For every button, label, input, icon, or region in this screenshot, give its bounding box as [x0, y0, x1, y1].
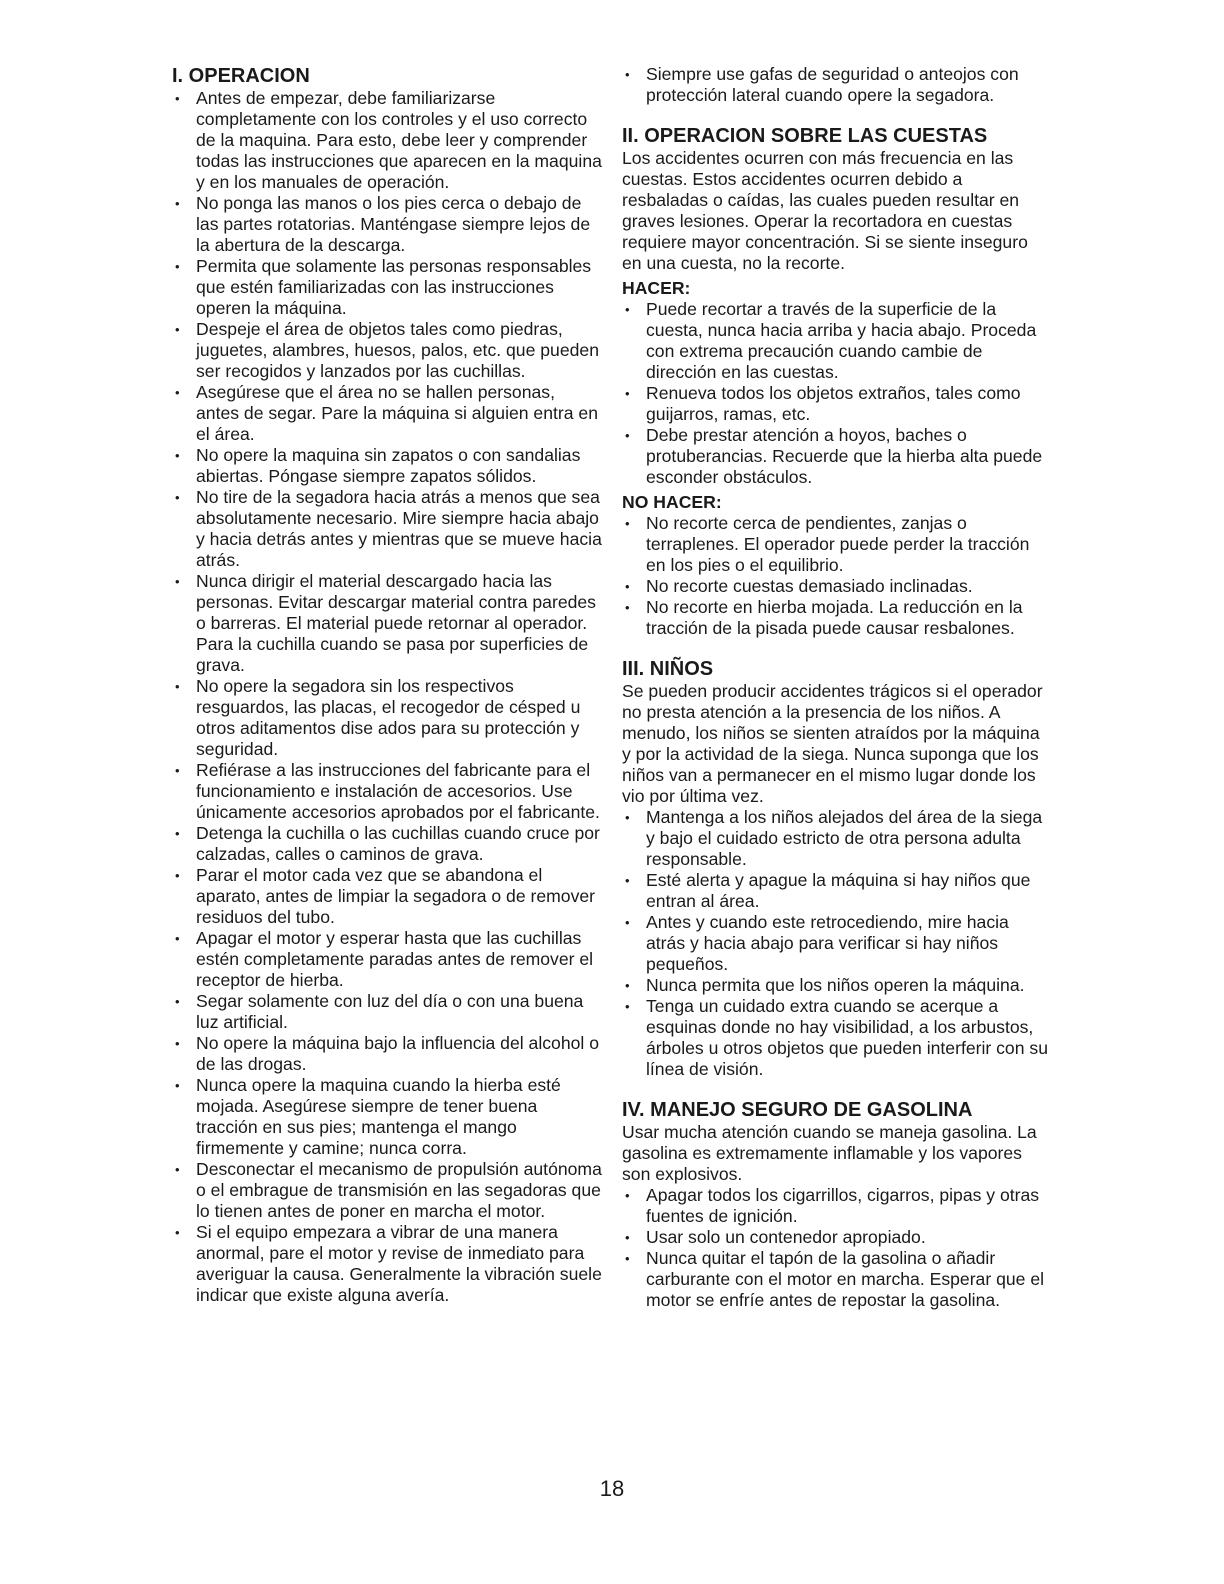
list-item: • Nunca dirigir el material descargado hacia las personas. Evitar descargar material contra paredes o barreras. El material puede retornar al operador. Para la cuchilla cuando se pasa por superficies de grava.	[172, 571, 602, 676]
list-item: • No ponga las manos o los pies cerca o debajo de las partes rotatorias. Manténgase siempre lejos de la abertura de la descarga.	[172, 193, 602, 256]
list-item: • Antes de empezar, debe familiarizarse completamente con los controles y el uso correcto de la maquina. Para esto, debe leer y comprender todas las instrucciones que aparecen en la maquina y en los manuales de operación.	[172, 88, 602, 193]
list-item: • Parar el motor cada vez que se abandona el aparato, antes de limpiar la segadora o de remover residuos del tubo.	[172, 865, 602, 928]
list-item: • Segar solamente con luz del día o con una buena luz artificial.	[172, 991, 602, 1033]
list-item: • No recorte en hierba mojada. La reducción en la tracción de la pisada puede causar resbalones.	[622, 597, 1052, 639]
list-item: • Nunca permita que los niños operen la máquina.	[622, 975, 1052, 996]
ninos-intro: Se pueden producir accidentes trágicos si el operador no presta atención a la presencia de los niños. A menudo, los niños se sienten atraídos por la máquina y por la actividad de la siega. Nunca suponga que los niños van a permanecer en el mismo lugar donde los vio por última vez.	[622, 681, 1043, 806]
section-heading-gasolina: IV. MANEJO SEGURO DE GASOLINA	[622, 1099, 973, 1121]
hacer-heading: HACER:	[622, 278, 691, 298]
gasolina-list	[622, 1185, 1052, 1311]
list-item: • Debe prestar atención a hoyos, baches o protuberancias. Recuerde que la hierba alta puede esconder obstáculos.	[622, 425, 1052, 488]
list-item: • Detenga la cuchilla o las cuchillas cuando cruce por calzadas, calles o caminos de grava.	[172, 823, 602, 865]
gafas-list	[622, 64, 1052, 106]
list-item: • Apagar el motor y esperar hasta que las cuchillas estén completamente paradas antes de remover el receptor de hierba.	[172, 928, 602, 991]
ninos-list	[622, 807, 1052, 1080]
left-column	[172, 64, 602, 1306]
list-item: • Usar solo un contenedor apropiado.	[622, 1227, 1052, 1248]
list-item: • No recorte cerca de pendientes, zanjas o terraplenes. El operador puede perder la tracción en los pies o el equilibrio.	[622, 513, 1052, 576]
list-item: • No opere la segadora sin los respectivos resguardos, las placas, el recogedor de césped u otros aditamentos dise ados para su protección y seguridad.	[172, 676, 602, 760]
list-item: • Despeje el área de objetos tales como piedras, juguetes, alambres, huesos, palos, etc. que pueden ser recogidos y lanzados por las cuchillas.	[172, 319, 602, 382]
section-heading-cuestas: II. OPERACION SOBRE LAS CUESTAS	[622, 125, 988, 147]
list-item: • Nunca opere la maquina cuando la hierba esté mojada. Asegúrese siempre de tener buena tracción en sus pies; mantenga el mango firmemente y camine; nunca corra.	[172, 1075, 602, 1159]
page-number: 18	[599, 1476, 625, 1501]
list-item: • Nunca quitar el tapón de la gasolina o añadir carburante con el motor en marcha. Esperar que el motor se enfríe antes de repostar la gasolina.	[622, 1248, 1052, 1311]
list-item: • Apagar todos los cigarrillos, cigarros, pipas y otras fuentes de ignición.	[622, 1185, 1052, 1227]
no-hacer-heading: NO HACER:	[622, 492, 722, 512]
list-item: • Puede recortar a través de la superficie de la cuesta, nunca hacia arriba y hacia abajo. Proceda con extrema precaución cuando cambie de dirección en las cuestas.	[622, 299, 1052, 383]
list-item: • Antes y cuando este retrocediendo, mire hacia atrás y hacia abajo para verificar si hay niños pequeños.	[622, 912, 1052, 975]
list-item: • Si el equipo empezara a vibrar de una manera anormal, pare el motor y revise de inmediato para averiguar la causa. Generalmente la vibración suele indicar que existe alguna avería.	[172, 1222, 602, 1306]
list-item: • Refiérase a las instrucciones del fabricante para el funcionamiento e instalación de accesorios. Use únicamente accesorios aprobados por el fabricante.	[172, 760, 602, 823]
list-item: • No opere la máquina bajo la influencia del alcohol o de las drogas.	[172, 1033, 602, 1075]
list-item: • Renueva todos los objetos extraños, tales como guijarros, ramas, etc.	[622, 383, 1052, 425]
list-item: • Desconectar el mecanismo de propulsión autónoma o el embrague de transmisión en las segadoras que lo tienen antes de poner en marcha el motor.	[172, 1159, 602, 1222]
list-item: • Tenga un cuidado extra cuando se acerque a esquinas donde no hay visibilidad, a los arbustos, árboles u otros objetos que pueden interferir con su línea de visión.	[622, 996, 1052, 1080]
section-heading-operacion: I. OPERACION	[172, 65, 310, 87]
hacer-list	[622, 299, 1052, 488]
list-item: • No opere la maquina sin zapatos o con sandalias abiertas. Póngase siempre zapatos sólidos.	[172, 445, 602, 487]
right-column	[622, 64, 1052, 1311]
gasolina-intro: Usar mucha atención cuando se maneja gasolina. La gasolina es extremamente inflamable y los vapores son explosivos.	[622, 1122, 1037, 1184]
list-item: • No recorte cuestas demasiado inclinadas.	[622, 576, 1052, 597]
list-item: • Asegúrese que el área no se hallen personas, antes de segar. Pare la máquina si alguien entra en el área.	[172, 382, 602, 445]
list-item: • Siempre use gafas de seguridad o anteojos con protección lateral cuando opere la segadora.	[622, 64, 1052, 106]
operacion-list	[172, 88, 602, 1306]
list-item: • Permita que solamente las personas responsables que estén familiarizadas con las instrucciones operen la máquina.	[172, 256, 602, 319]
list-item: • Esté alerta y apague la máquina si hay niños que entran al área.	[622, 870, 1052, 912]
no-hacer-list	[622, 513, 1052, 639]
list-item: • Mantenga a los niños alejados del área de la siega y bajo el cuidado estricto de otra persona adulta responsable.	[622, 807, 1052, 870]
cuestas-intro: Los accidentes ocurren con más frecuencia en las cuestas. Estos accidentes ocurren debido a resbaladas o caídas, las cuales pueden resultar en graves lesiones. Operar la recortadora en cuestas requiere mayor concentración. Si se siente inseguro en una cuesta, no la recorte.	[622, 148, 1028, 273]
section-heading-ninos: III. NIÑOS	[622, 658, 714, 680]
list-item: • No tire de la segadora hacia atrás a menos que sea absolutamente necesario. Mire siempre hacia abajo y hacia detrás antes y mientras que se mueve hacia atrás.	[172, 487, 602, 571]
